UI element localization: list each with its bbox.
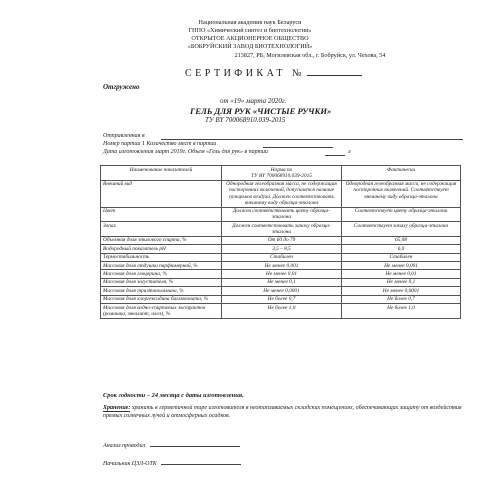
cell-indicator: Массовая доля водно-спиртовых экстрактов (ромашка, эвкалипт, алоэ), %: [101, 303, 222, 318]
header-norm: Норма по ТУ BY 700068910.039-2015: [222, 166, 342, 181]
table-row: [101, 180, 461, 207]
cell-actual: 65,08: [342, 236, 461, 244]
spec-table: [100, 165, 461, 319]
cell-indicator: Массовая доля загустителя, %: [101, 278, 222, 286]
table-row: [101, 222, 461, 237]
analysis-signature: Анализ проводил: [103, 443, 240, 450]
certificate-title: СЕРТИФИКАТ №: [185, 68, 362, 79]
table-row: [101, 245, 461, 253]
table-row: [101, 253, 461, 261]
cell-actual: Не более 0,7: [342, 295, 461, 303]
table-row: [101, 270, 461, 278]
product-name: ГЕЛЬ ДЛЯ РУК «ЧИСТЫЕ РУЧКИ»: [190, 106, 332, 116]
table-row: [101, 261, 461, 269]
cell-norm: Стабилен: [222, 253, 342, 261]
table-row: [101, 236, 461, 244]
batch-line: Номер партии 1 Количество мест в партии: [103, 141, 463, 148]
cell-indicator: Цвет: [101, 207, 222, 222]
org-line-4: «БОБРУЙСКИЙ ЗАВОД БИОТЕХНОЛОГИЙ»: [187, 43, 313, 50]
cell-indicator: Внешний вид: [101, 180, 222, 207]
table-row: [101, 278, 461, 286]
table-row: [101, 207, 461, 222]
storage-text: Хранение: хранить в герметичной таре изготовителя в неотапливаемых складских помещениях, обеспечивающих защиту от воздействия прямых солнечных лучей и атмосферных осадков.: [103, 405, 462, 419]
shelf-life: Срок годности – 24 месяца с даты изготовления.: [103, 392, 244, 399]
shipped-label: Отгружено: [103, 83, 140, 91]
cell-actual: Не менее 0,001: [342, 261, 461, 269]
cell-actual: Соответствует цвету образца-эталона: [342, 207, 461, 222]
cell-indicator: Запах: [101, 222, 222, 237]
cell-actual: Соответствует запаху образца-эталона: [342, 222, 461, 237]
cell-indicator: Массовая доля отдушки парфюмерной, %: [101, 261, 222, 269]
cell-actual: Не менее 0,0001: [342, 287, 461, 295]
cell-actual: 6,0: [342, 245, 461, 253]
certificate-date: от «19» марта 2020г.: [220, 97, 287, 105]
manufacture-line: Дата изготовления март 2019г. Объем «Гель для рук» в партии л: [103, 149, 351, 155]
cell-norm: Не более 0,7: [222, 295, 342, 303]
cell-indicator: Массовая доля хлоргексидина биглюконата, %: [101, 295, 222, 303]
cell-indicator: Объемная доля этилового спирта, %: [101, 236, 222, 244]
table-header-row: [101, 166, 461, 181]
chief-signature: Начальник ЦЗЛ-ОТК: [103, 461, 241, 468]
product-standard: ТУ BY 700068910.039-2015: [205, 116, 286, 124]
cell-norm: Однородная гелеобразная масса, не содержащая посторонних включений, допускается наличие пузырьков воздуха. Должен соответствовать внешнему виду образца-эталона: [222, 180, 342, 207]
org-address: 213827, РБ, Могилевская обл., г. Бобруйск, ул. Чехова, 54: [234, 52, 386, 59]
cell-norm: Не менее 0,1: [222, 278, 342, 286]
table-row: [101, 295, 461, 303]
org-line-2: ГНПО «Химический синтез и биотехнологии»: [188, 27, 312, 34]
cell-actual: Не менее 0,01: [342, 270, 461, 278]
cell-indicator: Водородный показатель pH: [101, 245, 222, 253]
cell-indicator: Термостабильность: [101, 253, 222, 261]
cell-norm: Не более 1,0: [222, 303, 342, 318]
org-line-3: ОТКРЫТОЕ АКЦИОНЕРНОЕ ОБЩЕСТВО: [191, 35, 309, 42]
cell-actual: Не более 1,0: [342, 303, 461, 318]
cell-norm: Должен соответствовать цвету образца-эталона: [222, 207, 342, 222]
cell-norm: Не менее 0,001: [222, 261, 342, 269]
cell-norm: От 60 до 79: [222, 236, 342, 244]
header-indicator: Наименование показателей: [101, 166, 222, 181]
cell-actual: Стабилен: [342, 253, 461, 261]
cell-indicator: Массовая доля триэтаноламина, %: [101, 287, 222, 295]
table-row: [101, 287, 461, 295]
cell-indicator: Массовая доля глицерина, %: [101, 270, 222, 278]
sent-to-line: Отправленная в: [103, 133, 463, 140]
cell-actual: Однородная гелеобразная масса, не содержащая посторонних включений. Соответствует внешнему виду образца-эталона: [342, 180, 461, 207]
cell-norm: Не менее 0,0001: [222, 287, 342, 295]
table-row: [101, 303, 461, 318]
org-line-1: Национальная академия наук Беларуси: [198, 19, 302, 26]
cell-norm: Не менее 0,01: [222, 270, 342, 278]
cell-actual: Не менее 0,1: [342, 278, 461, 286]
header-actual: Фактически: [342, 166, 461, 181]
cell-norm: Должен соответствовать запаху образца-эталона: [222, 222, 342, 237]
cell-norm: 3,5 – 8,5: [222, 245, 342, 253]
